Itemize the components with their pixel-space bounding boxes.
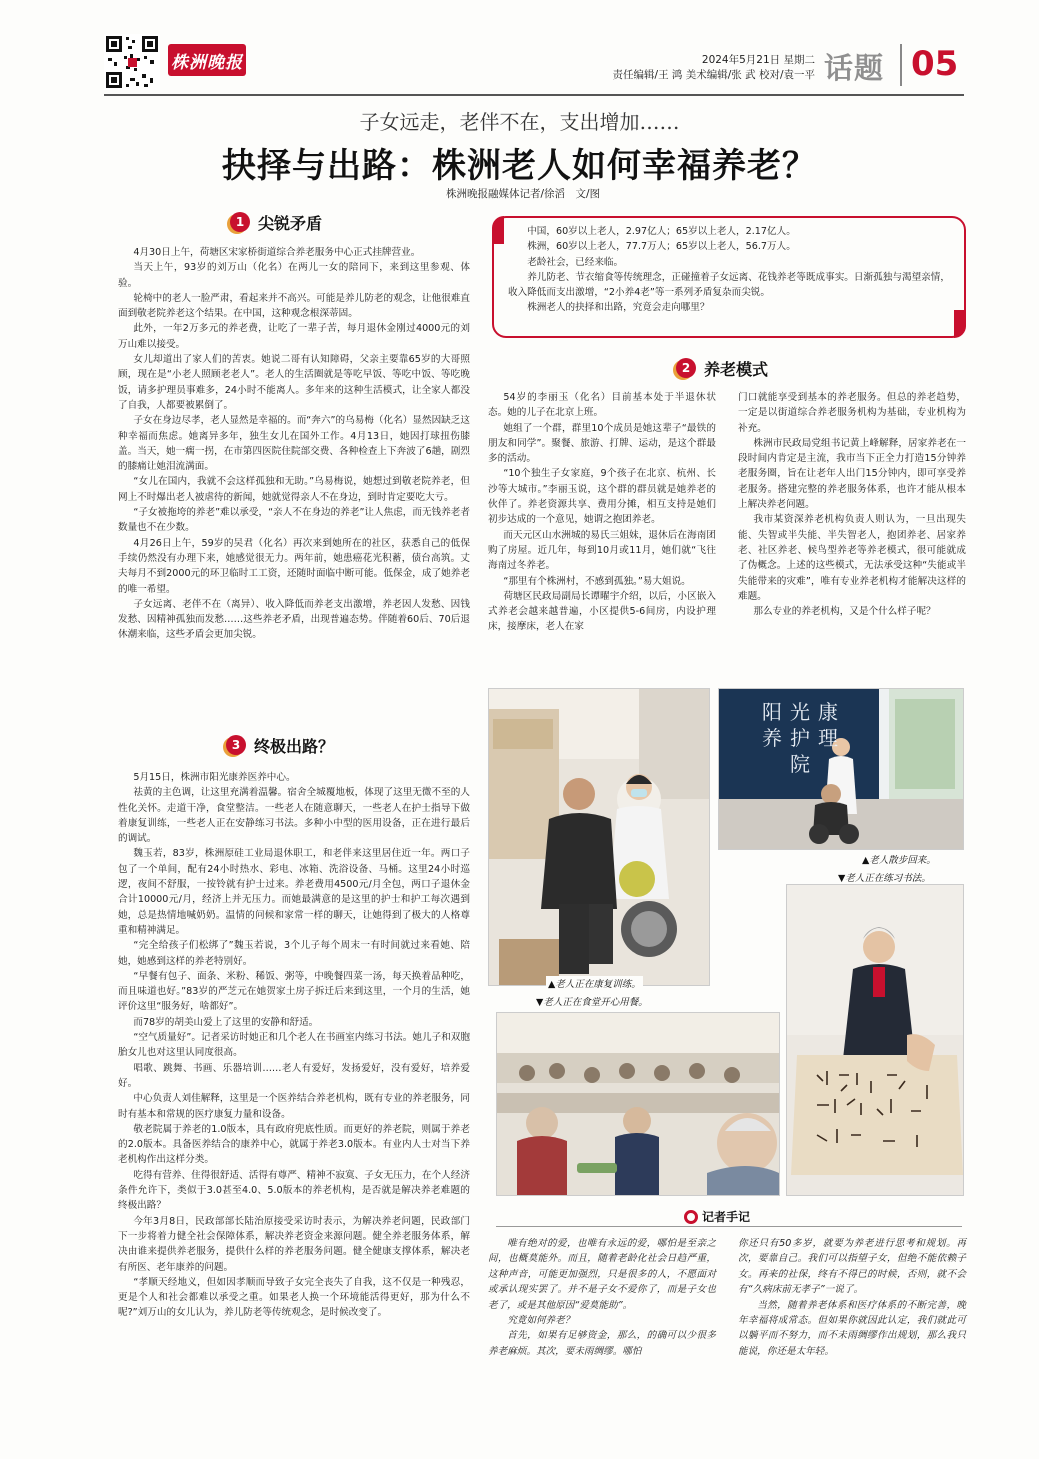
paragraph: 女儿却道出了家人们的苦衷。她说二哥有认知障碍，父亲主要靠65岁的大哥照顾，现在是“小老人照顾老老人”。老人的生活圈就是等吃早饭、等吃中饭、等吃晚饭，请多护理员事难多，24小时不能离人。多年来的这种生活模式，让全家人都没了自我，人都要被累倒了。 [118, 354, 470, 411]
photo-dining [496, 1012, 780, 1196]
editors-line: 责任编辑/王 鸿 美术编辑/张 武 校对/袁一平 [612, 69, 815, 81]
header-rule [104, 94, 964, 96]
paragraph: 当天上午，93岁的刘万山（化名）在两儿一女的陪同下，来到这里参观、体验。 [118, 262, 470, 289]
photo-rehab-training [488, 688, 710, 986]
intro-paragraph: 中国，60岁以上老人，2.97亿人；65岁以上老人，2.17亿人。 [527, 226, 796, 237]
photo-calligraphy-illustration [787, 885, 963, 1195]
section3-number-badge: 3 [226, 735, 246, 755]
paragraph: “早餐有包子、面条、米粉、稀饭、粥等，中晚餐四菜一汤，每天换着品种吃，而且味道也好。”83岁的严芝元在她贺家土房子拆迁后来到这里，一个月的生活，她评价这里“服务好，啥都好”。 [118, 970, 470, 1013]
intro-paragraph: 株洲，60岁以上老人，77.7万人；65岁以上老人，56.7万人。 [527, 241, 796, 253]
photo-rehab-illustration [489, 689, 709, 985]
section2-number-badge: 2 [676, 358, 696, 378]
photo-walk-back [718, 688, 964, 850]
page-number: 05 [911, 44, 959, 84]
paragraph: 54岁的李丽玉（化名）目前基本处于半退休状态。她的儿子在北京上班。 [488, 392, 716, 419]
date-line: 2024年5月21日 星期二 [701, 54, 815, 66]
paragraph: “空气质量好”。记者采访时她正和几个老人在书画室内练习书法。她儿子和双胞胎女儿也对这里认同度很高。 [118, 1032, 470, 1059]
section1-title: 尖锐矛盾 [258, 213, 323, 233]
headline: 抉择与出路：株洲老人如何幸福养老？ [222, 146, 817, 186]
paragraph: 子女在身边尽孝，老人显然是幸福的。而“奔六”的乌易梅（化名）显然因缺乏这种幸福而焦虑。她离异多年，独生女儿在国外工作。4月13日，她因打球扭伤膝盖。当天，她一瘸一拐，在市第四医院住院部交费、各种检查上下奔波了6趟，剧烈的膝痛让她泪流满面。 [118, 415, 470, 473]
notes-paragraph: 究竟如何养老？ [507, 1315, 575, 1327]
section3-title: 终极出路？ [254, 736, 335, 756]
intro-paragraph: 养儿防老、节衣缩食等传统理念，正碰撞着子女远离、花钱养老等既成事实。日渐孤独与渴望亲情，收入降低而支出激增，“2小养4老”等一系列矛盾复杂而尖锐。 [508, 271, 950, 299]
paragraph: 此外，一年2万多元的养老费，让吃了一辈子苦，每月退休金刚过4000元的刘万山难以接受。 [118, 323, 470, 350]
section3-heading [226, 733, 334, 757]
section-name: 话题 [824, 51, 885, 85]
intro-box [492, 216, 966, 338]
paragraph: 而天元区山水洲城的易氏三姐妹，退休后在海南团购了房屋。近几年，每到10月或11月，她们就“飞往海南过冬养老。 [488, 529, 716, 572]
paragraph: 中心负责人刘佳解释，这里是一个医养结合养老机构，既有专业的养老服务，同时有基本和常规的医疗康复力量和设备。 [118, 1093, 470, 1120]
paragraph: 轮椅中的老人一脸严肃，看起来并不高兴。可能是养儿防老的观念，让他很难直面到敬老院养老这个结果。在中国，这种观念根深蒂固。 [118, 292, 470, 320]
intro-paragraph: 老龄社会，已经来临。 [527, 256, 624, 268]
notes-paragraph: 首先，如果有足够资金，那么，的确可以少很多养老麻烦。其次，要未雨绸缪。哪怕 [488, 1330, 716, 1357]
intro-paragraph: 株洲老人的抉择和出路，究竟会走向哪里？ [527, 302, 710, 314]
paragraph: “10个独生子女家庭，9个孩子在北京、杭州、长沙等大城市。”李丽玉说，这个群的群员就是她养老的伙伴了。养老资源共享、费用分摊，相互支持是她们初步达成的一个意见，她谓之抱团养老。 [488, 468, 716, 526]
masthead-text: 株洲晚报 [171, 52, 243, 73]
paragraph: 那么专业的养老机构，又是个什么样子呢？ [753, 606, 936, 618]
photo-dining-illustration [497, 1013, 779, 1195]
notes-paragraph: 当然，随着养老体系和医疗体系的不断完善，晚年幸福将成常态。但如果你就因此认定，我们就此可以躺平而不努力，而不未雨绸缪作出规划，那么我只能说，你还是太年轻。 [738, 1299, 966, 1357]
section2-left-column [488, 390, 716, 635]
intro-box-corner [492, 216, 504, 244]
notes-heading [684, 1208, 750, 1225]
paragraph: 敬老院属于养老的1.0版本，具有政府兜底性质。而更好的养老院，则属于养老的2.0版本。具备医养结合的康养中心，就属于养老3.0版本。有业内人士对当下养老机构作出这样分类。 [118, 1123, 470, 1166]
paragraph: 4月30日上午，荷塘区宋家桥街道综合养老服务中心正式挂牌营业。 [133, 247, 421, 258]
paragraph: “子女被拖垮的养老”难以承受，“亲人不在身边的养老”让人焦虑，而无钱养老者数量也不在少数。 [118, 507, 470, 534]
sign-text: 阳光康养护理院 [762, 700, 846, 776]
section1-heading [230, 210, 322, 234]
qr-code [104, 34, 160, 90]
paragraph: “完全给孩子们松绑了”魏玉若说，3个儿子每个周末一有时间就过来看她、陪她，她感到这样的养老特别好。 [118, 940, 470, 967]
paragraph: 株洲市民政局党组书记黄上峰解释，居家养老在一段时间内肯定是主流，我市当下正全力打造15分钟养老服务圈，旨在让老年人出门15分钟内，即可享受养老服务。搭建完整的养老服务体系，也许才能从根本上解决养老问题。 [738, 437, 966, 511]
paragraph: “女儿在国内，我就不会这样孤独和无助。”乌易梅说，她想过到敬老院养老，但网上不时爆出老人被虐待的新闻，她就觉得亲人不在身边，到时肯定要吃大亏。 [118, 476, 470, 503]
paragraph: 5月15日，株洲市阳光康养医养中心。 [133, 772, 296, 783]
notes-circle-icon [684, 1210, 698, 1224]
paragraph: 吃得有营养、住得很舒适、活得有尊严、精神不寂寞、子女无压力，在个人经济条件允许下，类似于3.0甚至4.0、5.0版本的养老机构，是否就是解决养老难题的终极出路？ [118, 1169, 470, 1212]
section-divider [900, 44, 902, 86]
notes-column-2 [738, 1236, 966, 1359]
paragraph: 我市某资深养老机构负责人则认为，一旦出现失能、失智或半失能、半失智老人，抱团养老、居家养老、社区养老、候鸟型养老等养老模式，很可能就成了伪概念。上述的这些模式，无法承受这种“失能或半失能带来的灾难”，唯有专业养老机构才能解决这样的难题。 [738, 514, 966, 602]
photo-calligraphy [786, 884, 964, 1196]
section2-title: 养老模式 [704, 359, 769, 379]
caption-walk: ▲老人散步回来。 [862, 855, 936, 866]
paragraph: 而78岁的胡美山爱上了这里的安静和舒适。 [133, 1016, 319, 1028]
caption-rehab: ▲老人正在康复训练。 [546, 976, 643, 990]
notes-rule [496, 1226, 962, 1227]
masthead-logo [168, 44, 246, 76]
intro-text [508, 224, 950, 316]
paragraph: 魏玉若，83岁，株洲原硅工业局退休职工，和老伴来这里居住近一年。两口子包了一个单间，配有24小时热水、彩电、冰箱、洗浴设备、马桶。这里24小时巡逻，夜间不舒服，一按铃就有护士过来。养老费用4500元/月全包，两口子退休金合计10000元/月，经济上并无压力。而她最满意的是这里的护士和护工每次遇到她，总是热情地喊奶奶。温情的问候和家常一样的聊天，让她得到了极大的人格尊重和精神满足。 [118, 848, 470, 936]
section2-right-column [738, 390, 966, 619]
section1-number-badge: 1 [230, 212, 250, 232]
paragraph: “那里有个株洲村，不感到孤独。”易大姐说。 [503, 575, 691, 587]
kicker: 子女远走，老伴不在，支出增加…… [359, 110, 680, 134]
notes-label: 记者手记 [702, 1210, 751, 1224]
paragraph: 她组了一个群，群里10个成员是她这辈子“最铁的朋友和同学”。聚餐、旅游、打牌、运动，是这个群最多的活动。 [488, 422, 716, 465]
paragraph: 今年3月8日，民政部部长陆治原接受采访时表示，为解决养老问题，民政部门下一步将着力健全社会保障体系，解决养老资金来源问题。健全养老服务体系，解决由谁来提供养老服务，提供什么样的养老服务问题。健全健康支撑体系，解决老有所医、老年康养的问题。 [118, 1215, 470, 1273]
section2-heading [676, 356, 768, 380]
paragraph: 子女远离、老伴不在（离异）、收入降低而养老支出激增，养老因人发愁、因钱发愁、因精神孤独而发愁……这些养老矛盾，出现普遍态势。伴随着60后、70后退休潮来临，这些矛盾会更加尖锐。 [118, 598, 470, 641]
notes-paragraph: 唯有绝对的爱，也唯有永远的爱，哪怕是至亲之间，也概莫能外。而且，随着老龄化社会日趋严重，这种声音，可能更加强烈，只是很多的人，不愿面对或承认现实罢了。并不是子女不爱你了，而是子女也老了，或是其他原因“爱莫能助”。 [488, 1238, 716, 1311]
section1-body [118, 245, 470, 643]
paragraph: 4月26日上午，59岁的吴君（化名）再次来到她所在的社区，获悉自己的低保手续仍然没有办理下来，她感觉很无力。两年前，她患癌花光积蓄，债台高筑。丈夫每月不到2000元的环卫临时工工资，还随时面临中断可能。低保金，成了她养老的唯一希望。 [118, 537, 470, 595]
notes-column-1 [488, 1236, 716, 1359]
caption-dining: ▼老人正在食堂开心用餐。 [536, 997, 648, 1008]
caption-calligraphy: ▼老人正在练习书法。 [838, 873, 931, 884]
paragraph: “孝顺天经地义，但如因孝顺而导致子女完全丧失了自我，这不仅是一种残忍，更是个人和社会都难以承受之重。如果老人换一个环境能活得更好，那为什么不呢?”刘万山的女儿认为，养儿防老等传统观念，是时候改变了。 [118, 1276, 470, 1319]
paragraph: 唱歌、跳舞、书画、乐器培训……老人有爱好，发扬爱好，没有爱好，培养爱好。 [118, 1062, 470, 1089]
intro-box-corner [954, 310, 966, 338]
notes-paragraph: 你还只有50多岁，就要为养老进行思考和规划。再次，要靠自己。我们可以指望子女，但绝不能依赖子女。再来的社保，终有不得已的时候，否则，就不会有“久病床前无孝子”一说了。 [738, 1238, 966, 1296]
paragraph: 祛黄的主色调，让这里充满着温馨。宿舍全城覆地板，体现了这里无微不至的人性化关怀。走道干净，食堂整洁。一些老人在随意聊天，一些老人在护士指导下做着康复训练，一些老人正在安静练习书法。多种小中型的医用设备，正在进行最后的调试。 [118, 787, 470, 845]
byline: 株洲晚报融媒体记者/徐滔 文/图 [446, 188, 601, 200]
section3-body [118, 770, 470, 1321]
paragraph: 门口就能享受到基本的养老服务。但总的养老趋势，一定是以街道综合养老服务机构为基础，专业机构为补充。 [738, 392, 966, 434]
paragraph: 荷塘区民政局副局长谭曜宇介绍，以后，小区嵌入式养老会越来越普遍，小区提供5-6间房，内设护理床，接摩床，老人在家 [488, 590, 716, 633]
